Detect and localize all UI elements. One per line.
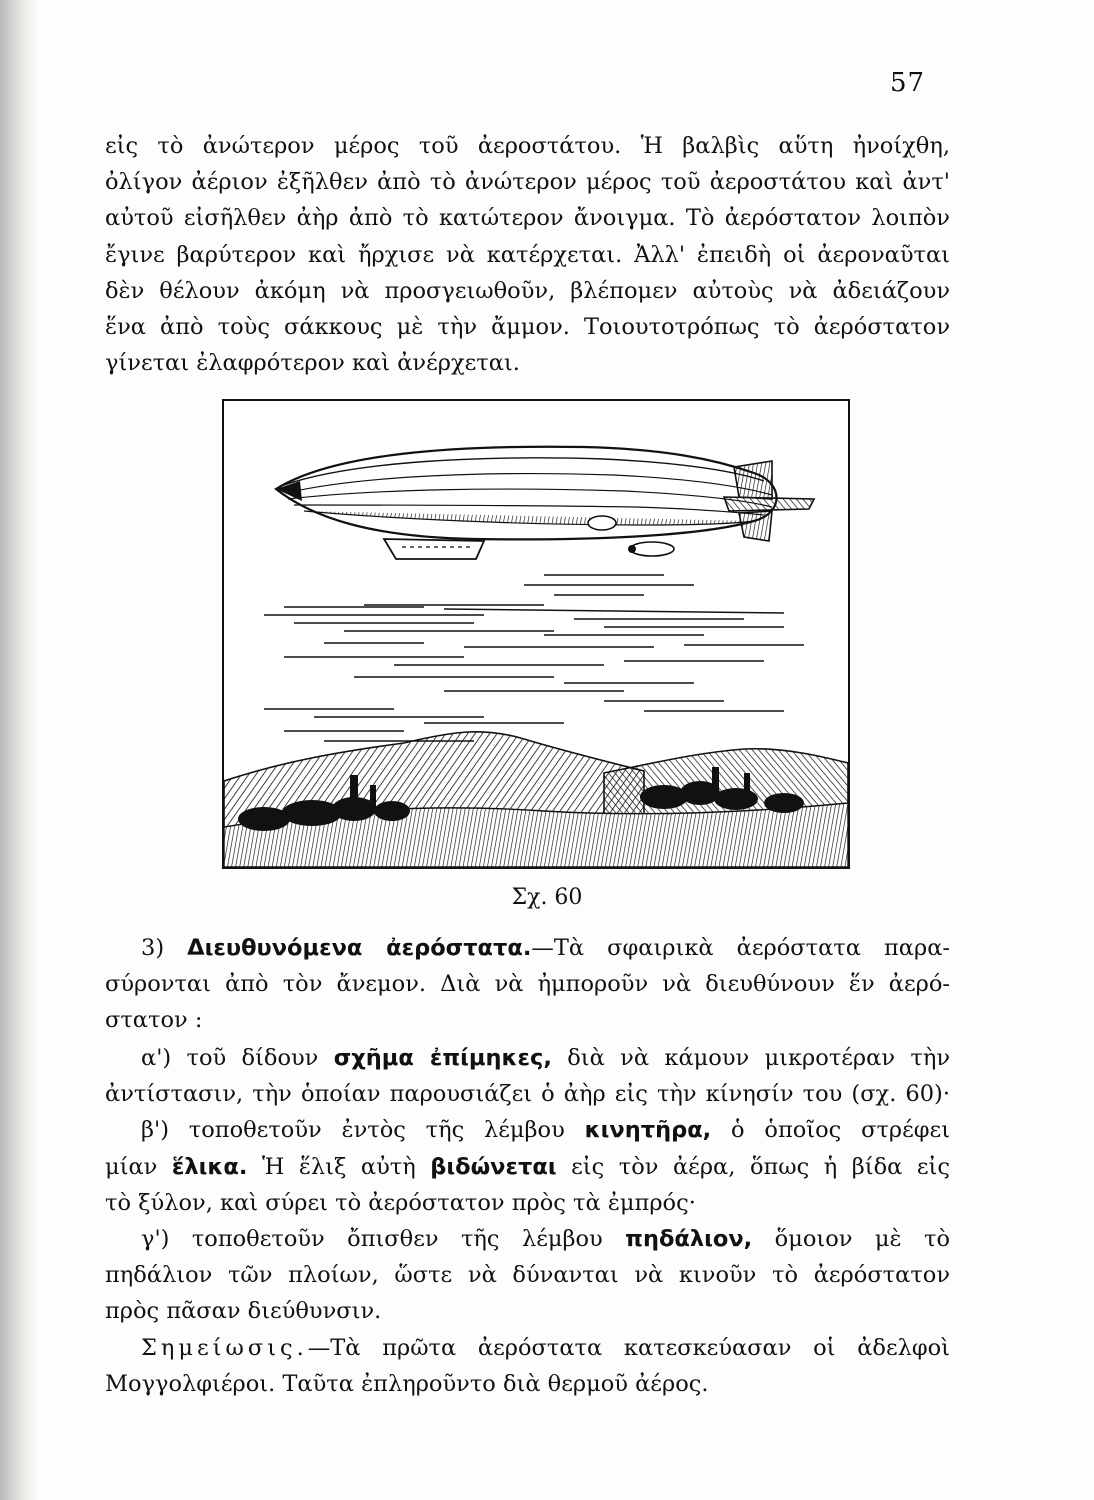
airship-illustration xyxy=(222,399,850,869)
section-title: Διευθυνόμενα ἀερόστατα. xyxy=(187,935,532,961)
item-b-bold: κινητῆρα, xyxy=(584,1117,712,1144)
paragraph-line: εἰς τὸ ἀνώτερον μέρος τοῦ ἀεροστάτου. Ἡ βαλβὶς αὕτη ἠνοίχθη, xyxy=(105,133,950,159)
section-3-line xyxy=(105,930,950,966)
item-a-text: διὰ νὰ κάμουν μικροτέραν τὴν xyxy=(567,1045,950,1071)
item-c-line: πρὸς πᾶσαν διεύθυνσιν. xyxy=(105,1298,382,1325)
item-b-line xyxy=(105,1112,950,1148)
section-number: 3) xyxy=(141,935,165,961)
item-c-line xyxy=(105,1221,950,1257)
paragraph-line: ἕνα ἀπὸ τοὺς σάκκους μὲ τὴν ἄμμον. Τοιουτοτρόπως τὸ ἀερόστατον xyxy=(105,314,950,341)
item-b-text: β') τοποθετοῦν ἐντὸς τῆς λέμβου xyxy=(141,1117,565,1144)
note-text: —Τὰ πρῶτα ἀερόστατα κατεσκεύασαν οἱ ἀδελφοὶ xyxy=(307,1334,950,1361)
paragraph-line: δὲν θέλουν ἀκόμη νὰ προσγειωθοῦν, βλέπομεν αὐτοὺς νὰ ἀδειάζουν xyxy=(105,277,950,304)
item-b-text: μίαν xyxy=(105,1153,158,1180)
airship-hull xyxy=(276,447,814,541)
item-b-text: Ἡ ἕλιξ αὐτὴ xyxy=(261,1153,416,1180)
item-c-text: ὅμοιον μὲ τὸ xyxy=(774,1226,950,1253)
note-line xyxy=(105,1330,950,1366)
paragraph-line: ὀλίγον ἀέριον ἐξῆλθεν ἀπὸ τὸ ἀνώτερον μέρος τοῦ ἀεροστάτου καὶ ἀντ' xyxy=(105,169,950,196)
item-c-bold: πηδάλιον, xyxy=(625,1226,753,1253)
airship-drawing xyxy=(224,401,848,867)
paragraph-1 xyxy=(105,128,950,381)
item-b-text: εἰς τὸν ἀέρα, ὅπως ἡ βίδα εἰς xyxy=(571,1153,950,1180)
item-b-line xyxy=(105,1149,950,1185)
item-c-line: πηδάλιον τῶν πλοίων, ὥστε νὰ δύνανται νὰ κινοῦν τὸ ἀερόστατον xyxy=(105,1262,950,1289)
paragraph-line: αὐτοῦ εἰσῆλθεν ἀὴρ ἀπὸ τὸ κατώτερον ἄνοιγμα. Τὸ ἀερόστατον λοιπὸν xyxy=(105,205,950,232)
note-label: Σημείωσις. xyxy=(141,1334,308,1361)
section-line-rest: —Τὰ σφαιρικὰ ἀερόστατα παρα- xyxy=(531,935,950,961)
item-b-line: τὸ ξύλον, καὶ σύρει τὸ ἀερόστατον πρὸς τὰ ἐμπρός· xyxy=(105,1189,696,1216)
cloud-lines xyxy=(264,575,804,741)
section-3-line: στατον : xyxy=(105,1007,203,1034)
item-a-line xyxy=(105,1040,950,1076)
paragraph-line: ἔγινε βαρύτερον καὶ ἤρχισε νὰ κατέρχεται. Ἀλλ' ἐπειδὴ οἱ ἀεροναῦται xyxy=(105,241,950,268)
item-b-text: ὁ ὁποῖος στρέφει xyxy=(731,1117,951,1144)
section-3-line: σύρονται ἀπὸ τὸν ἄνεμον. Διὰ νὰ ἠμποροῦν νὰ διευθύνουν ἕν ἀερό- xyxy=(105,971,950,998)
page-number: 57 xyxy=(890,68,926,98)
item-c-text: γ') τοποθετοῦν ὄπισθεν τῆς λέμβου xyxy=(141,1226,603,1253)
item-a-text: α') τοῦ δίδουν xyxy=(141,1045,319,1071)
figure-caption: Σχ. 60 xyxy=(511,885,583,910)
section-3 xyxy=(105,930,950,1039)
page-gutter-shadow xyxy=(0,0,38,1500)
item-a-bold: σχῆμα ἐπίμηκες, xyxy=(333,1045,552,1071)
item-b-bold: ἕλικα. xyxy=(171,1153,248,1180)
item-a-line: ἀντίστασιν, τὴν ὁποίαν παρουσιάζει ὁ ἀὴρ εἰς τὴν κίνησίν του (σχ. 60)· xyxy=(105,1081,950,1108)
items-list xyxy=(105,1040,950,1402)
note-line: Μογγολφιέροι. Ταῦτα ἐπληροῦντο διὰ θερμοῦ ἀέρος. xyxy=(105,1370,709,1397)
paragraph-line: γίνεται ἐλαφρότερον καὶ ἀνέρχεται. xyxy=(105,350,520,377)
item-b-bold: βιδώνεται xyxy=(430,1153,557,1180)
